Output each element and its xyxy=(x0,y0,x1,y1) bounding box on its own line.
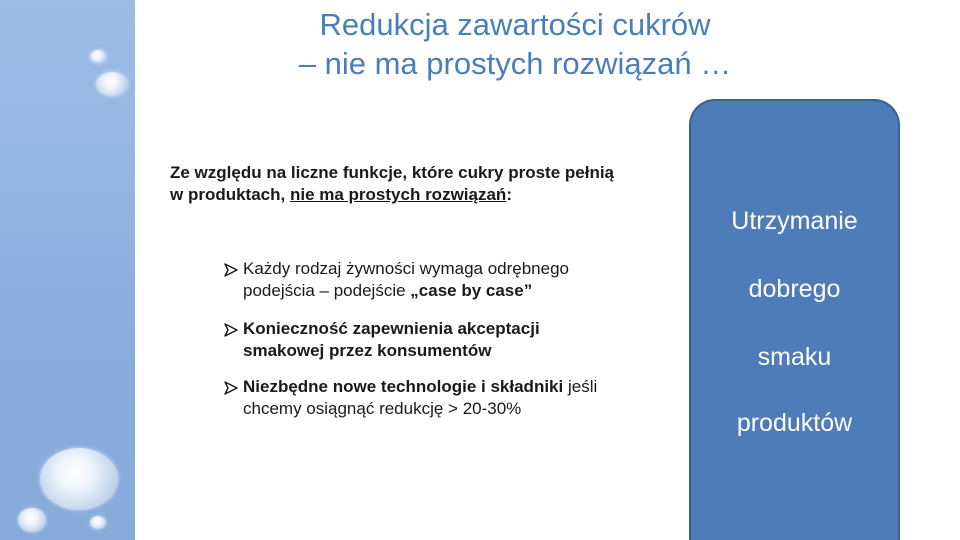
bullet-2-line-2: smakowej przez konsumentów xyxy=(243,341,492,360)
arrow-bullet-icon xyxy=(224,376,240,401)
intro-paragraph xyxy=(170,162,730,206)
bubble-decoration xyxy=(90,50,106,63)
intro-line-2 xyxy=(170,184,730,206)
slide-title xyxy=(150,5,880,83)
box-word-3: smaku xyxy=(757,343,832,371)
bubble-decoration xyxy=(18,508,46,532)
bullet-item-2 xyxy=(224,318,684,362)
bullet-item-3 xyxy=(224,376,684,420)
intro-line-1: Ze względu na liczne funkcje, które cukry proste pełnią xyxy=(170,163,615,182)
bullet-1-line-1: Każdy rodzaj żywności wymaga odrębnego xyxy=(243,259,570,278)
arrow-bullet-icon xyxy=(224,318,240,343)
decorative-sidebar xyxy=(0,0,135,540)
box-word-1: Utrzymanie xyxy=(731,207,858,235)
intro-text: w produktach, xyxy=(170,185,290,204)
bubble-decoration xyxy=(96,72,128,96)
highlight-box xyxy=(689,99,900,540)
bullet-3-text: jeśli xyxy=(563,377,598,396)
bullet-3-bold-text: Niezbędne nowe technologie i składniki xyxy=(243,377,564,396)
bullet-1-bold-text: „case by case” xyxy=(410,281,533,300)
bubble-decoration xyxy=(40,448,118,510)
box-word-4: produktów xyxy=(736,409,853,437)
bullet-1-line-2 xyxy=(243,280,684,302)
title-line-2: – nie ma prostych rozwiązań … xyxy=(298,46,732,81)
bubble-decoration xyxy=(90,516,106,529)
box-word-2: dobrego xyxy=(748,275,841,303)
title-line-1: Redukcja zawartości cukrów xyxy=(319,7,711,42)
intro-underlined-text: nie ma prostych rozwiązań xyxy=(289,185,507,204)
arrow-bullet-icon xyxy=(224,258,240,283)
intro-colon: : xyxy=(506,185,512,204)
bullet-2-line-1: Konieczność zapewnienia akceptacji xyxy=(243,319,540,338)
bullet-3-line-2: chcemy osiągnąć redukcję > 20-30% xyxy=(243,399,522,418)
bullet-3-line-1 xyxy=(243,376,684,398)
bullet-item-1 xyxy=(224,258,684,302)
bullet-1-text: podejścia – podejście xyxy=(243,281,411,300)
